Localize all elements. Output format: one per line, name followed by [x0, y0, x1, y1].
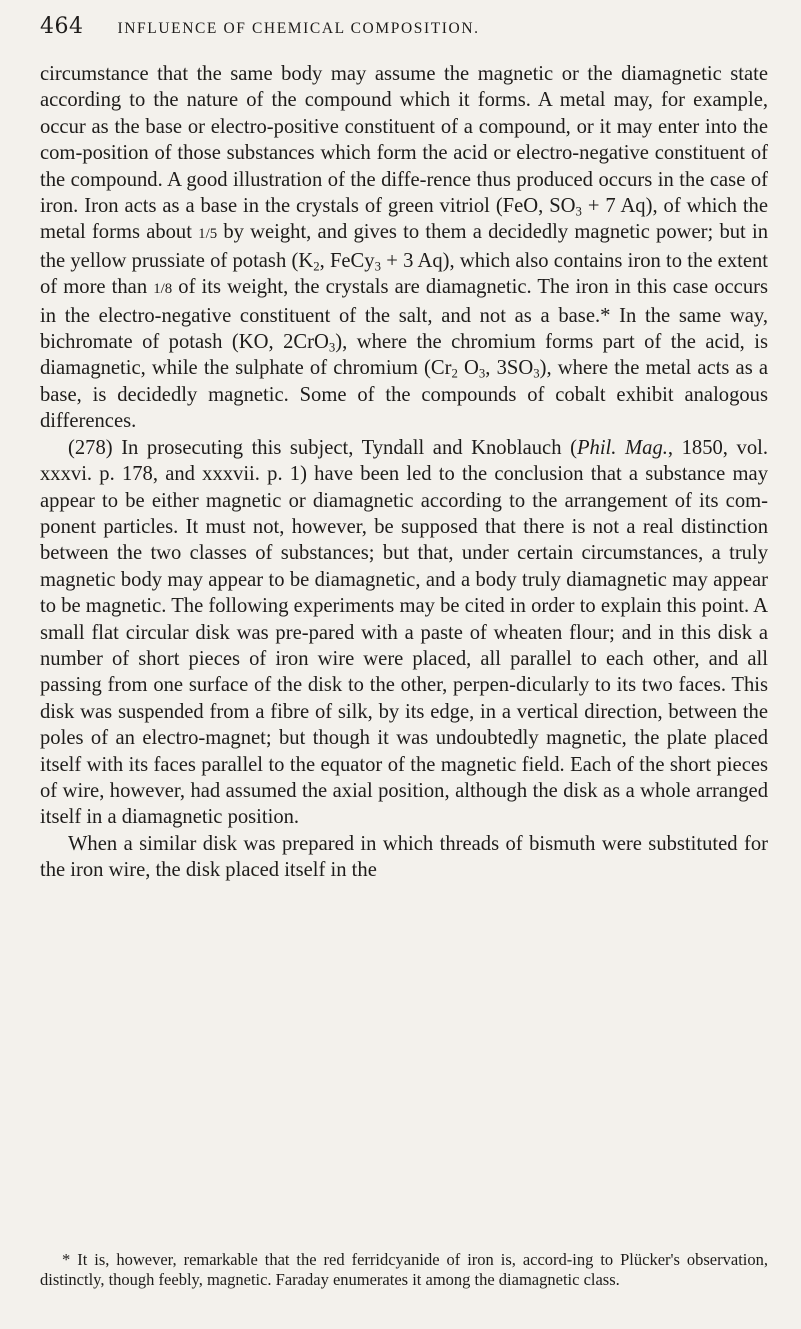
body-text — [40, 61, 768, 884]
page-header — [40, 14, 760, 44]
p1-text-a: circumstance that the same body may assume the magnetic or the diamagnetic state according to the nature of the compound which it forms. A metal may, for example, occur as the base or electro-positive constituent of a compound, or it may enter into the com-position of those substances which form the acid or electro-negative constituent of the compound. A good illustration of the diffe-rence thus produced occurs in the case of iron. Iron acts as a base in the crystals of green vitriol (FeO, SO — [40, 63, 768, 218]
p1-sub-7: 3 — [533, 367, 540, 382]
p1-sub-4: 3 — [328, 340, 336, 355]
p1-fraction-1: 1/5 — [198, 226, 218, 243]
footnote — [40, 1250, 768, 1290]
p1-text-g: ), where the chromium forms part of the acid, is diamagnetic, while the sulphate of chromium (Cr — [40, 331, 768, 380]
p1-sub-3: 3 — [374, 259, 381, 274]
paragraph-2 — [40, 435, 768, 831]
p1-sub-2: 2 — [313, 259, 320, 274]
p1-sub-5: 2 — [451, 367, 458, 382]
p1-sub-6: 3 — [478, 367, 486, 382]
p1-text-d: , FeCy — [319, 249, 375, 272]
p1-fraction-2: 1/8 — [153, 281, 173, 298]
p1-text-e: + 3 Aq), which also contains iron to the extent of more than — [40, 249, 769, 299]
running-title: INFLUENCE OF CHEMICAL COMPOSITION. — [117, 20, 480, 37]
p1-sub-1: 3 — [575, 204, 582, 219]
p1-text-f: of its weight, the crystals are diamagnetic. The iron in this case occurs in the electro-negative constituent of the salt, and not as a base.* In the same way, bichromate of potash (KO, 2CrO — [40, 276, 768, 354]
page-number: 464 — [40, 14, 84, 39]
footnote-text: * It is, however, remarkable that the red ferridcyanide of iron is, accord-ing to Plücker's observation, distinctly, though feebly, magnetic. Faraday enumerates it among the diamagnetic class. — [40, 1250, 768, 1289]
p1-text-h: O — [457, 357, 479, 380]
paragraph-1 — [40, 61, 768, 435]
p2-text-a: (278) In prosecuting this subject, Tyndall and Knoblauch ( — [68, 436, 577, 459]
p1-text-j: ), where the metal acts as a base, is decidedly magnetic. Some of the compounds of cobalt exhibit analogous differences. — [40, 357, 768, 433]
p1-text-b: + 7 Aq), of which the metal forms about — [40, 195, 768, 244]
paragraph-3: When a similar disk was prepared in which threads of bismuth were substituted for the iron wire, the disk placed itself in the — [40, 832, 768, 882]
p2-text-b: , 1850, vol. xxxvi. p. 178, and xxxvii. p. 1) have been led to the conclusion that a substance may appear to be either magnetic or diamagnetic according to the arrangement of its com-ponent particles. It must not, however, be supposed that there is not a real distinction between the two classes of substances; but that, under certain circumstances, a truly magnetic body may appear to be diamagnetic, and a body truly diamagnetic may appear to be magnetic. The following experiments may be cited in order to explain this point. A small flat circular disk was pre-pared with a paste of wheaten flour; and in this disk a number of short pieces of iron wire were placed, all parallel to each other, and all passing from one surface of the disk to the other, perpen-dicularly to its two faces. This disk was suspended from a fibre of silk, by its edge, in a vertical direction, between the poles of an electro-magnet; but though it was undoubtedly magnetic, the plate placed itself with its faces parallel to the equator of the magnetic field. Each of the short pieces of wire, however, had assumed the axial position, although the disk as a whole arranged itself in a diamagnetic position. — [40, 436, 769, 829]
journal-citation: Phil. Mag. — [576, 436, 668, 459]
p1-text-c: by weight, and gives to them a decidedly magnetic power; but in the yellow prussiate of potash (K — [40, 221, 768, 272]
p1-text-i: , 3SO — [485, 357, 534, 380]
